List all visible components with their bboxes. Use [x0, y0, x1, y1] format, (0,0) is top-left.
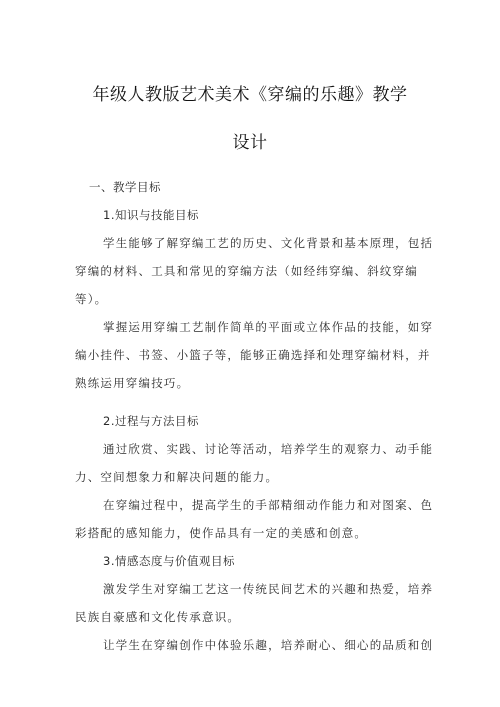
- paragraph-line: 在穿编过程中，提高学生的手部精细动作能力和对图案、色: [103, 498, 434, 512]
- document-title-continued: 设计: [232, 133, 268, 153]
- paragraph-line: 穿编的材料、工具和常见的穿编方法（如经纬穿编、斜纹穿编: [75, 264, 418, 278]
- paragraph-line: 编小挂件、书签、小篮子等，能够正确选择和处理穿编材料，并: [75, 348, 431, 362]
- paragraph-line: 等）。: [75, 292, 108, 306]
- subsection-heading-knowledge-skills: 1.知识与技能目标: [103, 208, 199, 222]
- paragraph-line: 熟练运用穿编技巧。: [75, 376, 190, 390]
- subsection-heading-emotion-values: 3.情感态度与价值观目标: [103, 554, 235, 568]
- paragraph-line: 学生能够了解穿编工艺的历史、文化背景和基本原理，包括: [103, 236, 434, 250]
- paragraph-line: 激发学生对穿编工艺这一传统民间艺术的兴趣和热爱，培养: [103, 582, 434, 596]
- section-heading-teaching-objectives: 一、教学目标: [89, 180, 161, 194]
- paragraph-line: 通过欣赏、实践、讨论等活动，培养学生的观察力、动手能: [103, 442, 434, 456]
- paragraph-line: 彩搭配的感知能力，使作品具有一定的美感和创意。: [75, 526, 368, 540]
- paragraph-line: 力、空间想象力和解决问题的能力。: [75, 470, 279, 484]
- paragraph-line: 民族自豪感和文化传承意识。: [75, 610, 241, 624]
- document-title: 年级人教版艺术美术《穿编的乐趣》教学: [92, 85, 408, 105]
- subsection-heading-process-methods: 2.过程与方法目标: [103, 414, 199, 428]
- paragraph-line: 让学生在穿编创作中体验乐趣，培养耐心、细心的品质和创: [103, 638, 434, 652]
- paragraph-line: 掌握运用穿编工艺制作简单的平面或立体作品的技能，如穿: [103, 320, 434, 334]
